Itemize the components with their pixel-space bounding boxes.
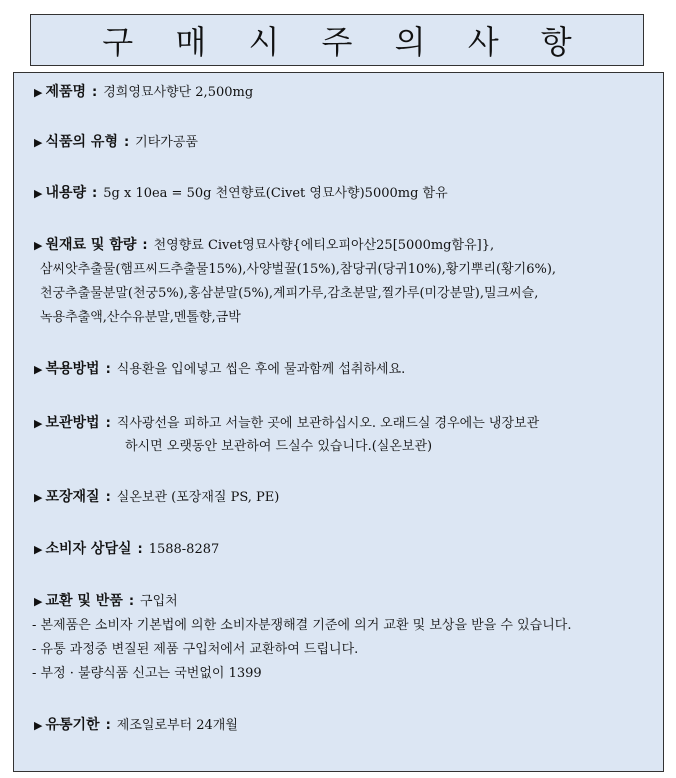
food-type-row <box>34 131 657 154</box>
marker-icon: ▶ <box>34 491 43 504</box>
ingredients-row <box>34 234 657 257</box>
exchange-note: - 부정 · 불량식품 신고는 국번없이 1399 <box>32 666 262 681</box>
expiry-label: 유통기한 <box>45 717 100 733</box>
marker-icon: ▶ <box>34 86 43 99</box>
marker-icon: ▶ <box>34 417 43 430</box>
marker-icon: ▶ <box>34 543 43 556</box>
ingredients-line: 녹용추출액,산수유분말,멘톨향,금박 <box>40 310 241 325</box>
packaging-label: 포장재질 <box>45 489 100 505</box>
volume-label: 내용량 <box>45 185 87 201</box>
marker-icon: ▶ <box>34 595 43 608</box>
packaging-value: 실온보관 (포장재질 PS, PE) <box>116 490 280 505</box>
exchange-label: 교환 및 반품 <box>45 593 123 609</box>
colon: : <box>105 718 111 733</box>
volume-row <box>34 182 657 205</box>
ingredients-line: 삼씨앗추출물(햄프씨드추출물15%),사양벌꿀(15%),참당귀(당귀10%),황기뿌리(황기6%), <box>40 262 557 277</box>
colon: : <box>105 416 111 431</box>
exchange-note: - 본제품은 소비자 기본법에 의한 소비자분쟁해결 기준에 의거 교환 및 보상을 받을 수 있습니다. <box>32 618 572 633</box>
storage-line-2: 하시면 오랫동안 보관하여 드실수 있습니다.(실온보관) <box>125 439 433 454</box>
expiry-row <box>34 714 657 737</box>
food-type-label: 식품의 유형 <box>45 134 118 150</box>
colon: : <box>142 238 148 253</box>
packaging-row <box>34 486 657 509</box>
consumer-counsel-value: 1588-8287 <box>148 542 220 557</box>
storage-value: 직사광선을 피하고 서늘한 곳에 보관하십시오. 오래드실 경우에는 냉장보관 <box>116 416 540 431</box>
product-info-panel <box>13 72 664 772</box>
food-type-value: 기타가공품 <box>135 135 198 150</box>
colon: : <box>123 135 130 150</box>
marker-icon: ▶ <box>34 187 43 200</box>
product-name-value: 경희영묘사향단 2,500mg <box>103 85 254 100</box>
ingredients-line: 천궁추출물분말(천궁5%),홍삼분말(5%),계피가루,감초분말,찔가루(미강분말),밀크씨슬, <box>40 286 539 301</box>
ingredients-value: 천영향료 Civet영묘사향{에티오피아산25[5000mg함유]}, <box>153 238 495 253</box>
marker-icon: ▶ <box>34 363 43 376</box>
product-name-label: 제품명 <box>45 84 87 100</box>
exchange-value: 구입처 <box>140 594 178 609</box>
ingredients-label: 원재료 및 함량 <box>45 237 137 253</box>
exchange-note: - 유통 과정중 변질된 제품 구입처에서 교환하여 드립니다. <box>32 642 359 657</box>
colon: : <box>137 542 143 557</box>
storage-label: 보관방법 <box>45 415 100 431</box>
storage-row <box>34 412 657 435</box>
exchange-row <box>34 590 657 613</box>
colon: : <box>105 362 111 377</box>
colon: : <box>92 186 98 201</box>
colon: : <box>105 490 111 505</box>
consumer-counsel-row <box>34 538 657 561</box>
volume-value: 5g x 10ea = 50g 천연향료(Civet 영묘사향)5000mg 함유 <box>103 186 448 201</box>
page-title: 구 매 시 주 의 사 항 <box>102 23 588 61</box>
marker-icon: ▶ <box>34 136 43 149</box>
product-name-row <box>34 81 657 104</box>
dosage-label: 복용방법 <box>45 361 100 377</box>
marker-icon: ▶ <box>34 239 43 252</box>
expiry-value: 제조일로부터 24개월 <box>116 718 238 733</box>
colon: : <box>128 594 135 609</box>
dosage-row <box>34 358 657 381</box>
title-banner <box>30 14 644 66</box>
marker-icon: ▶ <box>34 719 43 732</box>
consumer-counsel-label: 소비자 상담실 <box>45 541 132 557</box>
dosage-value: 식용환을 입에넣고 씹은 후에 물과함께 섭취하세요. <box>116 362 406 377</box>
colon: : <box>92 85 98 100</box>
